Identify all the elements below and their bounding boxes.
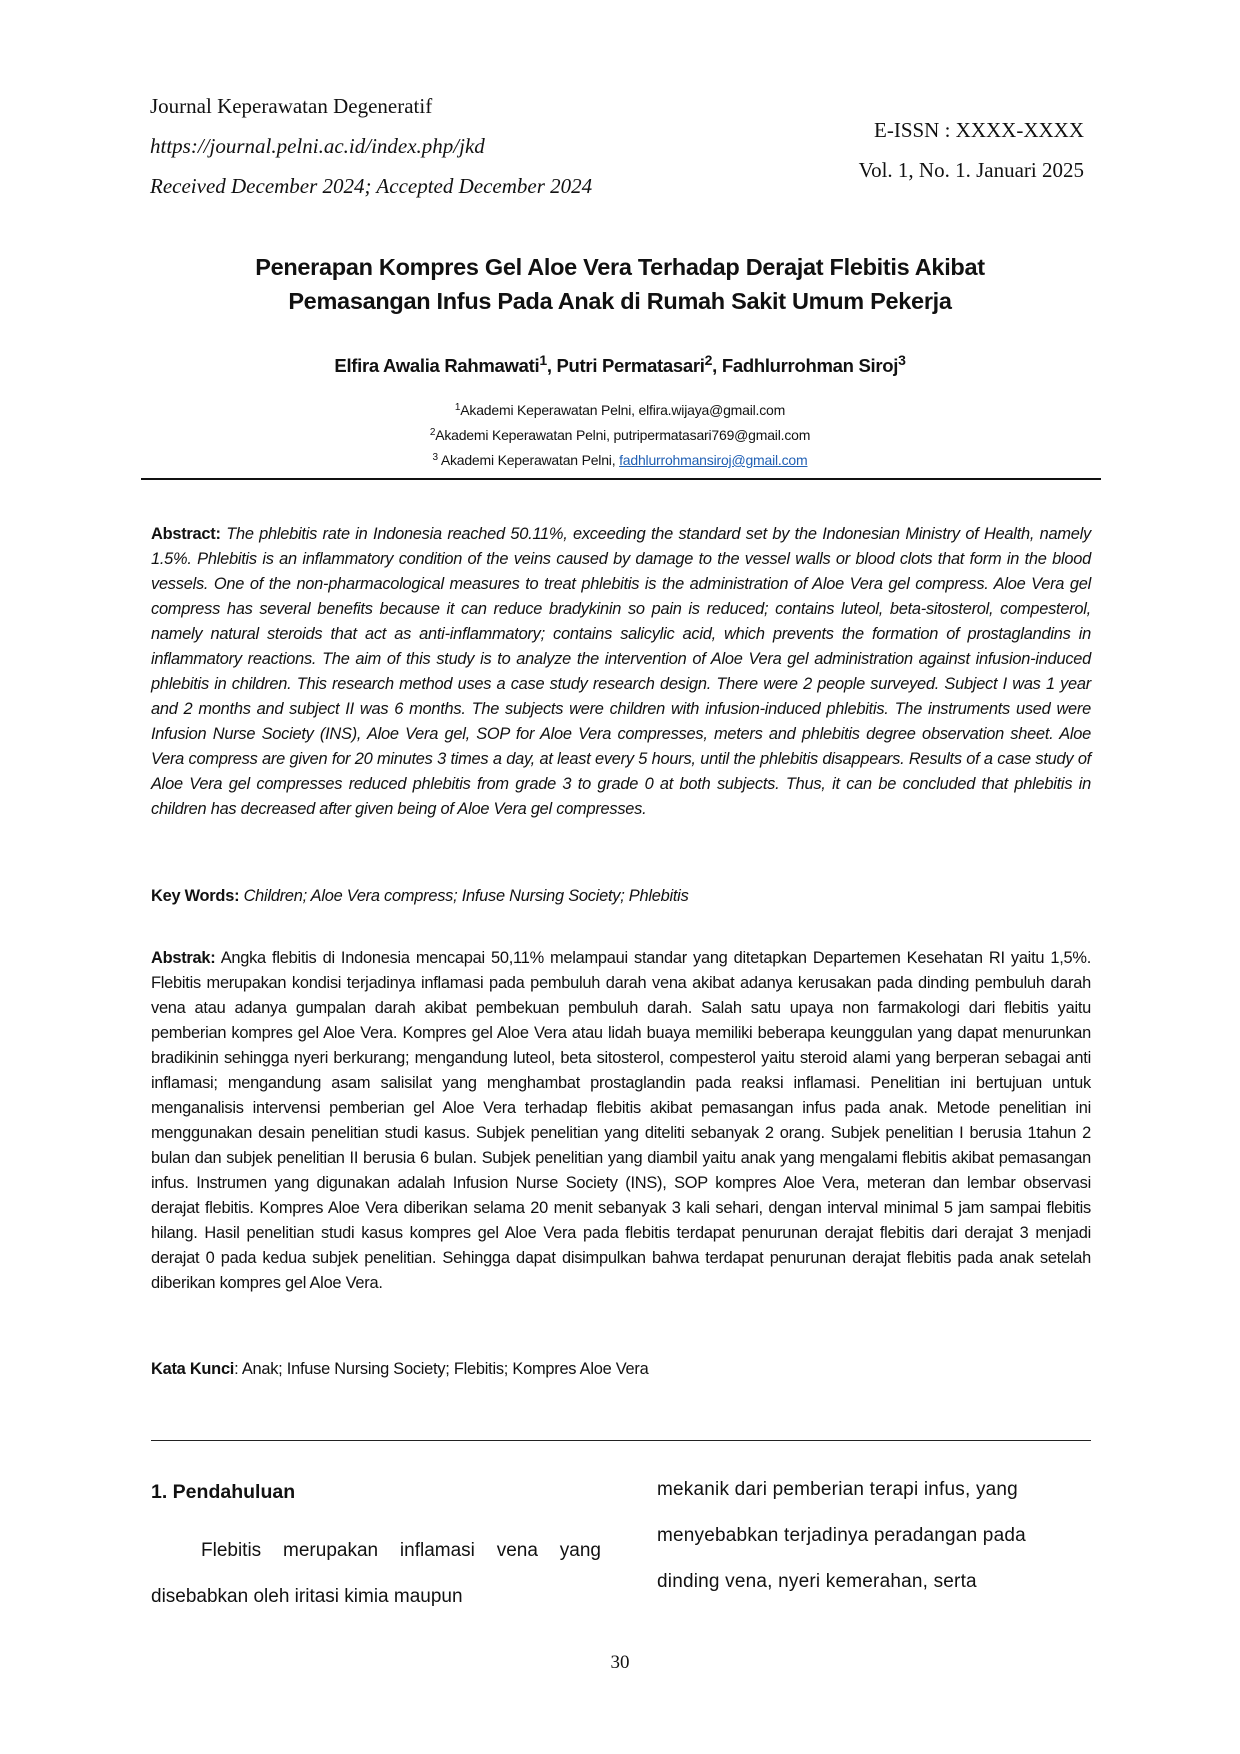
- abstrak-text: Angka flebitis di Indonesia mencapai 50,11% melampaui standar yang ditetapkan Departemen Kesehatan RI yaitu 1,5%. Flebitis merupakan kondisi terjadinya inflamasi pada pembuluh darah vena akibat adanya kerusakan pada dinding pembuluh darah vena atau adanya gumpalan darah akibat pembekuan pembuluh darah. Salah satu upaya non farmakologi dari flebitis yaitu pemberian kompres gel Aloe Vera. Kompres gel Aloe Vera atau lidah buaya memiliki beberapa keunggulan yang dapat menurunkan bradikinin sehingga nyeri berkurang; mengandung luteol, beta sitosterol, compesterol yaitu steroid alami yang berperan sebagai anti inflamasi; mengandung asam salisilat yang menghambat prostaglandin pada reaksi inflamasi. Penelitian ini bertujuan untuk menganalisis intervensi pemberian gel Aloe Vera terhadap flebitis akibat pemasangan infus pada anak. Metode penelitian ini menggunakan desain penelitian studi kasus. Subjek penelitian yang diteliti sebanyak 2 orang. Subjek penelitian I berusia 1tahun 2 bulan dan subjek penelitian II berusia 6 bulan. Subjek penelitian yang diambil yaitu anak yang mengalami flebitis akibat pemasangan infus. Instrumen yang digunakan adalah Infusion Nurse Society (INS), SOP kompres Aloe Vera, meteran dan lembar observasi derajat flebitis. Kompres Aloe Vera diberikan selama 20 menit sebanyak 3 kali sehari, dengan interval minimal 5 jam sampai flebitis hilang. Hasil penelitian studi kasus kompres gel Aloe Vera pada flebitis terdapat penurunan derajat flebitis dari derajat 3 menjadi derajat 0 pada kedua subjek penelitian. Sehingga dapat disimpulkan bahwa terdapat penurunan derajat flebitis pada anak setelah diberikan kompres gel Aloe Vera.: [151, 949, 1091, 1292]
- author-separator: ,: [546, 355, 557, 376]
- abstract-indonesian: [151, 946, 1091, 1296]
- journal-header-left: [150, 86, 592, 206]
- keywords-english: [151, 884, 1091, 909]
- affiliation-sup: 2: [429, 427, 436, 438]
- paragraph-text: Flebitis merupakan inflamasi vena yang disebabkan oleh iritasi kimia maupun: [151, 1540, 601, 1607]
- eissn: E-ISSN : XXXX-XXXX: [874, 118, 1084, 142]
- received-accepted-dates: Received December 2024; Accepted December 2024: [150, 174, 593, 198]
- author-name: Putri Permatasari: [556, 355, 705, 376]
- affiliation-text: Akademi Keperawatan Pelni, elfira.wijaya@gmail.com: [460, 402, 786, 418]
- volume-issue: Vol. 1, No. 1. Januari 2025: [858, 158, 1084, 182]
- affiliation-sup: 3: [432, 452, 438, 463]
- section-paragraph: [151, 1528, 601, 1620]
- journal-name: Journal Keperawatan Degeneratif: [150, 94, 433, 118]
- column-right: [657, 1467, 1107, 1605]
- author-sup: 1: [539, 352, 547, 368]
- title-line: Pemasangan Infus Pada Anak di Rumah Sakit Umum Pekerja: [288, 288, 952, 314]
- affiliation-item: [150, 423, 1090, 448]
- column-left: [151, 1478, 601, 1620]
- affiliation-item: [150, 398, 1090, 423]
- author-list: [150, 352, 1090, 377]
- title-line: Penerapan Kompres Gel Aloe Vera Terhadap Derajat Flebitis Akibat: [255, 254, 985, 280]
- paragraph-line: dinding vena, nyeri kemerahan, serta: [657, 1571, 977, 1592]
- header-divider: [141, 478, 1101, 480]
- paragraph-line: mekanik dari pemberian terapi infus, yang: [657, 1479, 1018, 1500]
- keywords-label: Key Words:: [151, 887, 240, 905]
- affiliations: [150, 398, 1090, 473]
- affiliation-text: Akademi Keperawatan Pelni,: [437, 452, 620, 468]
- author-email-link[interactable]: fadhlurrohmansiroj@gmail.com: [619, 452, 808, 468]
- kata-kunci-label: Kata Kunci: [151, 1360, 235, 1378]
- journal-header-right: [859, 110, 1084, 190]
- paragraph-line: menyebabkan terjadinya peradangan pada: [657, 1525, 1026, 1546]
- section-divider: [151, 1440, 1091, 1441]
- affiliation-text: Akademi Keperawatan Pelni, putripermatasari769@gmail.com: [435, 427, 811, 443]
- abstract-label: Abstract:: [151, 525, 221, 543]
- article-title: [150, 250, 1090, 318]
- kata-kunci-text: : Anak; Infuse Nursing Society; Flebitis; Kompres Aloe Vera: [234, 1360, 649, 1378]
- author-name: Elfira Awalia Rahmawati: [334, 355, 540, 376]
- page-number: 30: [610, 1652, 630, 1673]
- journal-url[interactable]: https://journal.pelni.ac.id/index.php/jkd: [150, 134, 485, 158]
- affiliation-item: [150, 448, 1090, 473]
- author-sup: 2: [704, 352, 713, 368]
- author-sup: 3: [898, 352, 906, 368]
- abstract-english: [151, 522, 1091, 822]
- keywords-indonesian: [151, 1357, 1091, 1382]
- author-separator: ,: [712, 355, 722, 376]
- keywords-text: Children; Aloe Vera compress; Infuse Nursing Society; Phlebitis: [243, 887, 689, 905]
- affiliation-sup: 1: [454, 402, 461, 413]
- author-name: Fadhlurrohman Siroj: [721, 355, 899, 376]
- section-heading: 1. Pendahuluan: [151, 1481, 296, 1503]
- abstrak-label: Abstrak:: [151, 949, 216, 967]
- abstract-text: The phlebitis rate in Indonesia reached 50.11%, exceeding the standard set by the Indonesian Ministry of Health, namely 1.5%. Phlebitis is an inflammatory condition of the veins caused by damage to the vessel walls or blood clots that form in the blood vessels. One of the non-pharmacological measures to treat phlebitis is the administration of Aloe Vera gel compress. Aloe Vera gel compress has several benefits because it can reduce bradykinin so pain is reduced; contains luteol, beta-sitosterol, compesterol, namely natural steroids that act as anti-inflammatory; contains salicylic acid, which prevents the formation of prostaglandins in inflammatory reactions. The aim of this study is to analyze the intervention of Aloe Vera gel administration against infusion-induced phlebitis in children. This research method uses a case study research design. There were 2 people surveyed. Subject I was 1 year and 2 months and subject II was 6 months. The subjects were children with infusion-induced phlebitis. The instruments used were Infusion Nurse Society (INS), Aloe Vera gel, SOP for Aloe Vera compresses, meters and phlebitis degree observation sheet. Aloe Vera compress are given for 20 minutes 3 times a day, at least every 5 hours, until the phlebitis disappears. Results of a case study of Aloe Vera gel compresses reduced phlebitis from grade 3 to grade 0 at both subjects. Thus, it can be concluded that phlebitis in children has decreased after given being of Aloe Vera gel compresses.: [151, 525, 1091, 818]
